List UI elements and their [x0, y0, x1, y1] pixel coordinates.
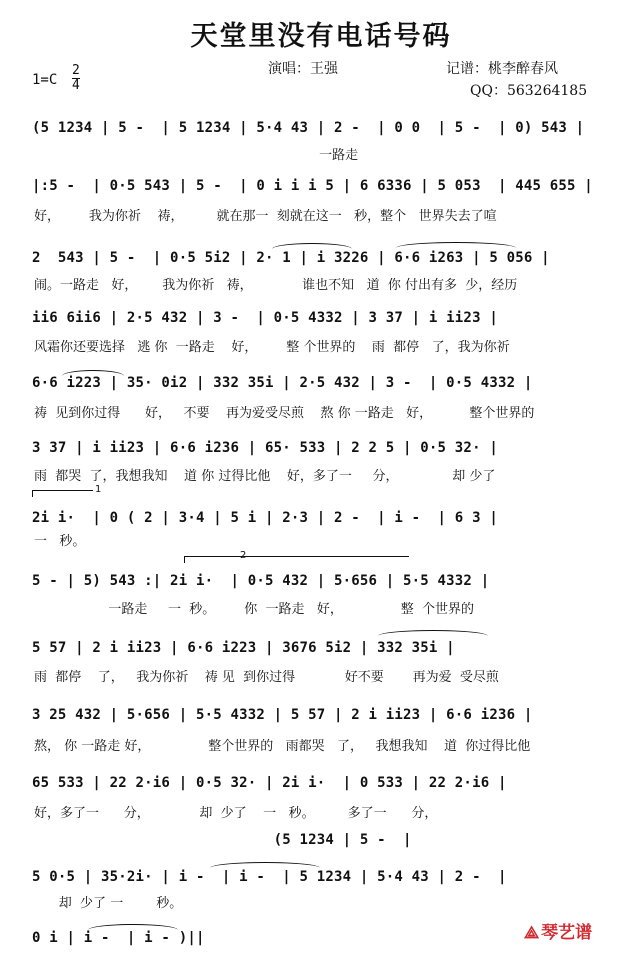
system-8-lyrics: 一路走 一 秒。 你 一路走 好， 整 个世界的 — [34, 602, 475, 617]
page-title: 天堂里没有电话号码 — [190, 21, 452, 52]
key-signature: 1=C — [32, 72, 58, 88]
slur-5 — [210, 862, 320, 869]
slur-1 — [272, 243, 352, 250]
system-5-notes: 6·6 i223 | 35· 0i2 | 332 35i | 2·5 432 | 3 - | 0·5 4332 | — [32, 375, 533, 391]
system-1-lyrics: 一路走 — [34, 148, 359, 163]
logo-text: 琴艺谱 — [541, 923, 593, 943]
qq-contact: QQ：563264185 — [470, 83, 588, 99]
system-3-lyrics: 闹。一路走 好， 我为你祈 祷， 谁也不知 道 你 付出有多 少，经历 — [34, 278, 518, 293]
system-11-notes: 65 533 | 22 2·i6 | 0·5 32· | 2i i· | 0 533 | 22 2·i6 | — [32, 775, 507, 791]
singer-credit: 演唱：王强 — [268, 61, 338, 77]
system-5-lyrics: 祷 见到你过得 好， 不要 再为爱受尽煎 熬 你 一路走 好， 整个世界的 — [34, 406, 535, 421]
system-10-lyrics: 熬， 你 一路走 好， 整个世界的 雨都哭 了， 我想我知 道 你过得比他 — [34, 739, 531, 754]
slur-4 — [378, 630, 488, 637]
system-10-notes: 3 25 432 | 5·656 | 5·5 4332 | 5 57 | 2 i ii23 | 6·6 i236 | — [32, 707, 533, 723]
logo-mark-icon: ⟁ — [524, 923, 540, 943]
system-7-lyrics: 一 秒。 — [34, 534, 86, 549]
volta-1 — [32, 490, 93, 497]
system-2-notes: |:5 - | 0·5 543 | 5 - | 0 i i i 5 | 6 6336 | 5 053 | 445 655 | — [32, 178, 593, 194]
system-9-notes: 5 57 | 2 i ii23 | 6·6 i223 | 3676 5i2 | 332 35i | — [32, 640, 455, 656]
time-signature-top: 2 — [72, 63, 80, 78]
system-9-lyrics: 雨 都停 了， 我为你祈 祷 见 到你过得 好不要 再为爱 受尽煎 — [34, 670, 499, 685]
system-11-lyrics: 好，多了一 分， 却 少了 一 秒。 多了一 分， — [34, 806, 438, 821]
system-13-lyrics: 却 少了 一 秒。 — [34, 896, 183, 911]
system-14-notes: 0 i | i - | i - )|| — [32, 930, 205, 946]
slur-3 — [62, 370, 124, 377]
site-logo — [524, 918, 592, 943]
time-signature-bottom: 4 — [72, 78, 80, 93]
system-8-notes: 5 - | 5) 543 :| 2i i· | 0·5 432 | 5·656 | 5·5 4332 | — [32, 573, 490, 589]
system-13-notes: 5 0·5 | 35·2i· | i - | i - | 5 1234 | 5·4 43 | 2 - | — [32, 869, 507, 885]
system-12-notes: (5 1234 | 5 - | — [32, 832, 412, 848]
volta-1-label: 1 — [95, 484, 102, 495]
slur-6 — [88, 924, 178, 931]
system-4-notes: ii6 6ii6 | 2·5 432 | 3 - | 0·5 4332 | 3 37 | i ii23 | — [32, 310, 498, 326]
system-6-notes: 3 37 | i ii23 | 6·6 i236 | 65· 533 | 2 2 5 | 0·5 32· | — [32, 440, 498, 456]
volta-2 — [184, 556, 409, 563]
system-4-lyrics: 风霜你还要选择 逃 你 一路走 好， 整 个世界的 雨 都停 了，我为你祈 — [34, 340, 510, 355]
slur-2 — [396, 242, 516, 249]
transcriber-credit: 记谱：桃李醉春风 — [446, 61, 558, 77]
system-2-lyrics: 好， 我为你祈 祷， 就在那一 刻就在这一 秒，整个 世界失去了喧 — [34, 209, 497, 224]
system-6-lyrics: 雨 都哭 了，我想我知 道 你 过得比他 好，多了一 分， 却 少了 — [34, 469, 496, 484]
system-3-notes: 2 543 | 5 - | 0·5 5i2 | 2· 1 | i 3226 | 6·6 i263 | 5 056 | — [32, 250, 550, 266]
volta-2-label: 2 — [240, 550, 247, 561]
system-7-notes: 2i i· | 0 ( 2 | 3·4 | 5 i | 2·3 | 2 - | i - | 6 3 | — [32, 510, 498, 526]
time-signature — [72, 64, 80, 93]
system-1-notes: (5 1234 | 5 - | 5 1234 | 5·4 43 | 2 - | 0 0 | 5 - | 0) 543 | — [32, 120, 585, 136]
